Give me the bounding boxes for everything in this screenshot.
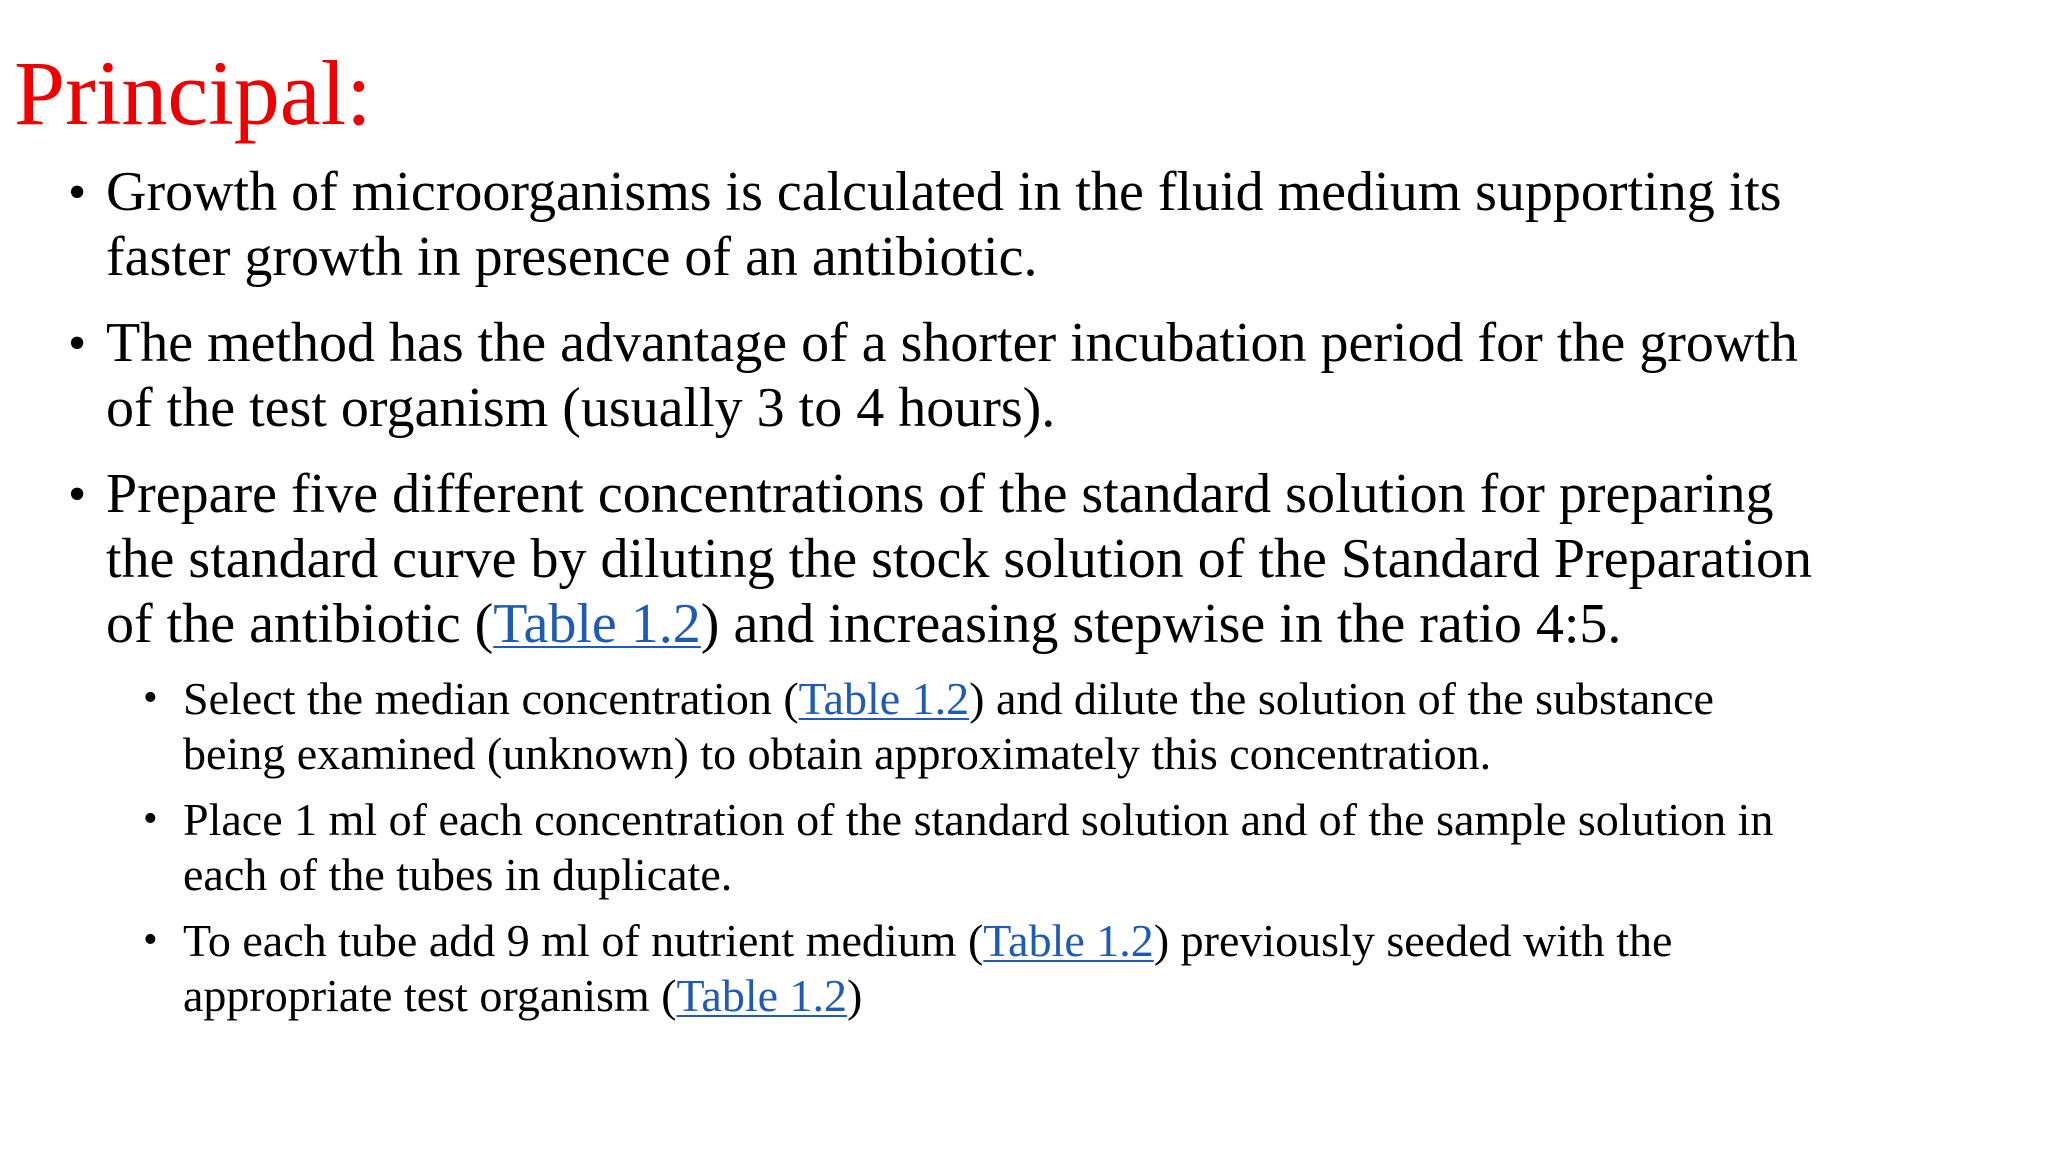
bullet-text: Place 1 ml of each concentration of the standard solution and of the sample solution in	[183, 794, 1774, 845]
bullet-text: The method has the advantage of a shorter incubation period for the growth	[106, 312, 1798, 374]
main-bullet-line	[106, 225, 1986, 290]
main-bullet-line	[106, 527, 1986, 592]
main-bullet-line	[106, 376, 1986, 441]
sub-bullet-item	[0, 913, 2033, 1023]
sub-bullet-line	[183, 792, 2033, 847]
bullet-text: ) and dilute the solution of the substance	[969, 673, 1714, 724]
bullet-icon: •	[143, 796, 158, 842]
bullet-icon: •	[68, 466, 87, 523]
bullet-text: each of the tubes in duplicate.	[183, 849, 733, 900]
sub-bullet-list	[0, 671, 2033, 1023]
bullet-text: Select the median concentration (	[183, 673, 799, 724]
bullet-icon: •	[143, 675, 158, 721]
bullet-text: To each tube add 9 ml of nutrient medium (	[183, 915, 984, 966]
bullet-text: appropriate test organism (	[183, 970, 677, 1021]
sub-bullet-line	[183, 726, 2033, 781]
sub-bullet-line	[183, 968, 2033, 1023]
table-reference-link[interactable]: Table 1.2	[493, 593, 701, 655]
bullet-text: ) previously seeded with the	[1153, 915, 1673, 966]
sub-bullet-line	[183, 671, 2033, 726]
sub-bullet-line	[183, 913, 2033, 968]
sub-bullet-item	[0, 671, 2033, 781]
bullet-text: of the test organism (usually 3 to 4 hours).	[106, 377, 1056, 439]
bullet-icon: •	[68, 315, 87, 372]
slide-title: Principal:	[14, 42, 372, 144]
main-bullet-line	[106, 160, 1986, 225]
main-bullet-line	[106, 592, 1986, 657]
table-reference-link[interactable]: Table 1.2	[983, 915, 1154, 966]
bullet-text: the standard curve by diluting the stock solution of the Standard Preparation	[106, 528, 1813, 590]
sub-bullet-line	[183, 847, 2033, 902]
bullet-icon: •	[143, 917, 158, 963]
main-bullet-list	[0, 160, 1986, 657]
main-bullet-item	[0, 160, 1986, 290]
table-reference-link[interactable]: Table 1.2	[676, 970, 848, 1021]
table-reference-link[interactable]: Table 1.2	[798, 673, 970, 724]
main-bullet-line	[106, 311, 1986, 376]
main-bullet-item	[0, 462, 1986, 657]
bullet-text: of the antibiotic (	[106, 593, 494, 655]
bullet-icon: •	[68, 164, 87, 221]
bullet-text: ) and increasing stepwise in the ratio 4:5.	[700, 593, 1622, 655]
bullet-text: Prepare five different concentrations of the standard solution for preparing	[106, 463, 1774, 525]
bullet-text: )	[847, 970, 863, 1021]
bullet-text: faster growth in presence of an antibiotic.	[106, 226, 1038, 288]
sub-bullet-item	[0, 792, 2033, 902]
main-bullet-item	[0, 311, 1986, 441]
main-bullet-line	[106, 462, 1986, 527]
bullet-text: being examined (unknown) to obtain approximately this concentration.	[183, 728, 1492, 779]
bullet-text: Growth of microorganisms is calculated in the fluid medium supporting its	[106, 161, 1782, 223]
